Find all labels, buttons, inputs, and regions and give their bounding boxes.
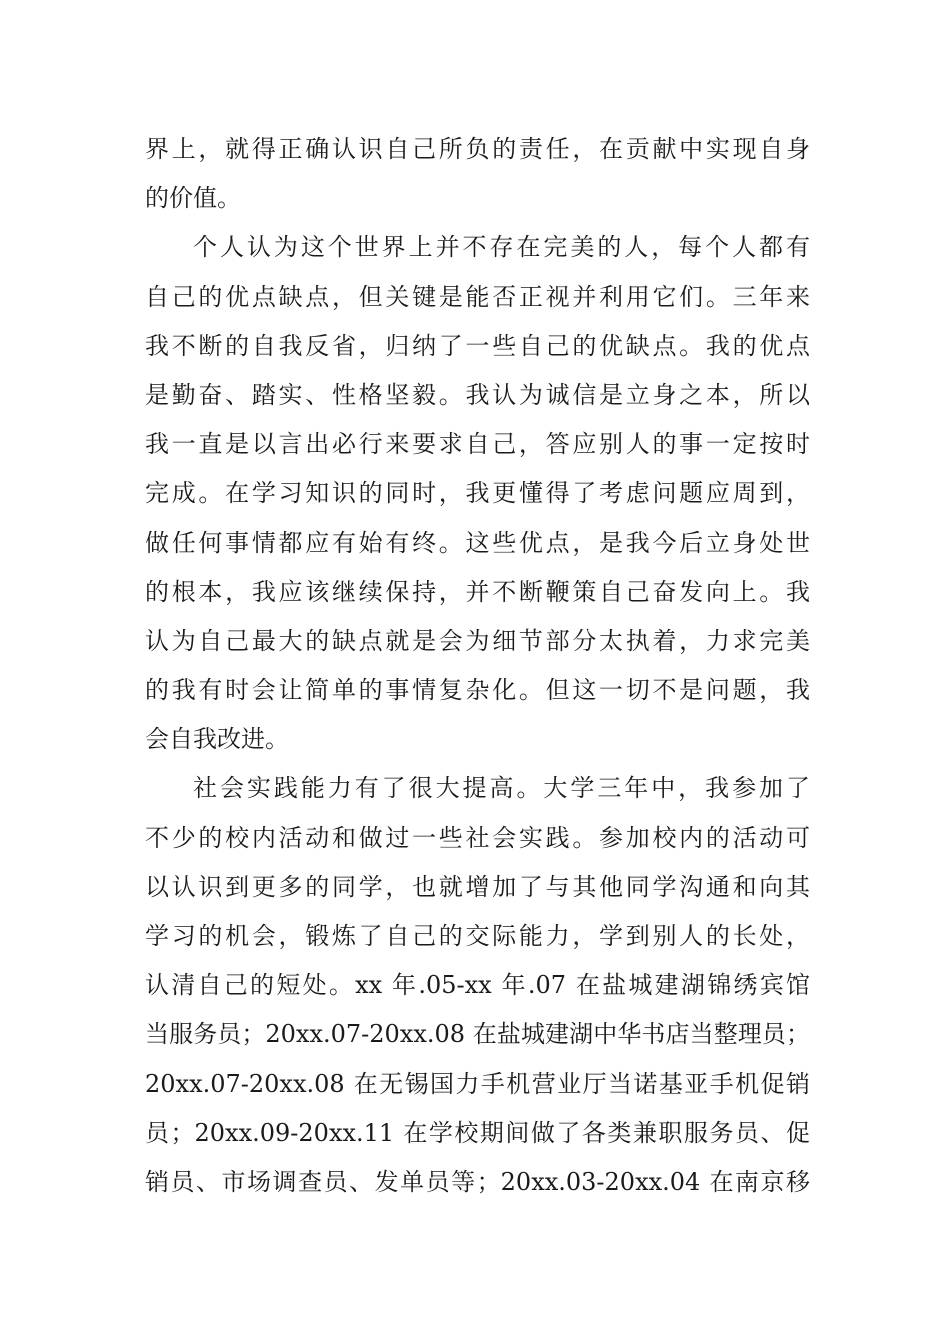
text-line: 当服务员；20xx.07-20xx.08 在盐城建湖中华书店当整理员；: [145, 1020, 810, 1049]
text-line: 是勤奋、踏实、性格坚毅。我认为诚信是立身之本，所以: [145, 380, 810, 409]
text-line: 员；20xx.09-20xx.11 在学校期间做了各类兼职服务员、促: [145, 1118, 810, 1147]
text-line: 界上，就得正确认识自己所负的责任，在贡献中实现自身: [145, 135, 810, 163]
paragraph-start-line: 社会实践能力有了很大提高。大学三年中，我参加了: [193, 774, 810, 803]
text-line: 做任何事情都应有始有终。这些优点，是我今后立身处世: [145, 528, 810, 557]
body-text: [145, 125, 810, 1207]
text-line: 以认识到更多的同学，也就增加了与其他同学沟通和向其: [145, 872, 810, 901]
text-line: 自己的优点缺点，但关键是能否正视并利用它们。三年来: [145, 282, 810, 311]
paragraph-start-line: 个人认为这个世界上并不存在完美的人，每个人都有: [193, 233, 810, 262]
text-line: 的我有时会让简单的事情复杂化。但这一切不是问题，我: [145, 676, 810, 705]
text-line: 我不断的自我反省，归纳了一些自己的优缺点。我的优点: [145, 331, 810, 360]
text-line: 会自我改进。: [145, 725, 289, 754]
text-line: 认为自己最大的缺点就是会为细节部分太执着，力求完美: [145, 626, 810, 655]
text-line: 的价值。: [145, 184, 241, 213]
text-line: 20xx.07-20xx.08 在无锡国力手机营业厅当诺基亚手机促销: [145, 1069, 810, 1098]
text-line: 我一直是以言出必行来要求自己，答应别人的事一定按时: [145, 430, 810, 459]
text-line: 销员、市场调查员、发单员等；20xx.03-20xx.04 在南京移: [145, 1167, 810, 1196]
text-line: 完成。在学习知识的同时，我更懂得了考虑问题应周到，: [145, 479, 810, 508]
text-line: 的根本，我应该继续保持，并不断鞭策自己奋发向上。我: [145, 577, 810, 606]
text-line: 认清自己的短处。xx 年.05-xx 年.07 在盐城建湖锦绣宾馆: [145, 971, 810, 1000]
text-line: 不少的校内活动和做过一些社会实践。参加校内的活动可: [145, 823, 810, 852]
text-line: 学习的机会，锻炼了自己的交际能力，学到别人的长处，: [145, 922, 810, 950]
